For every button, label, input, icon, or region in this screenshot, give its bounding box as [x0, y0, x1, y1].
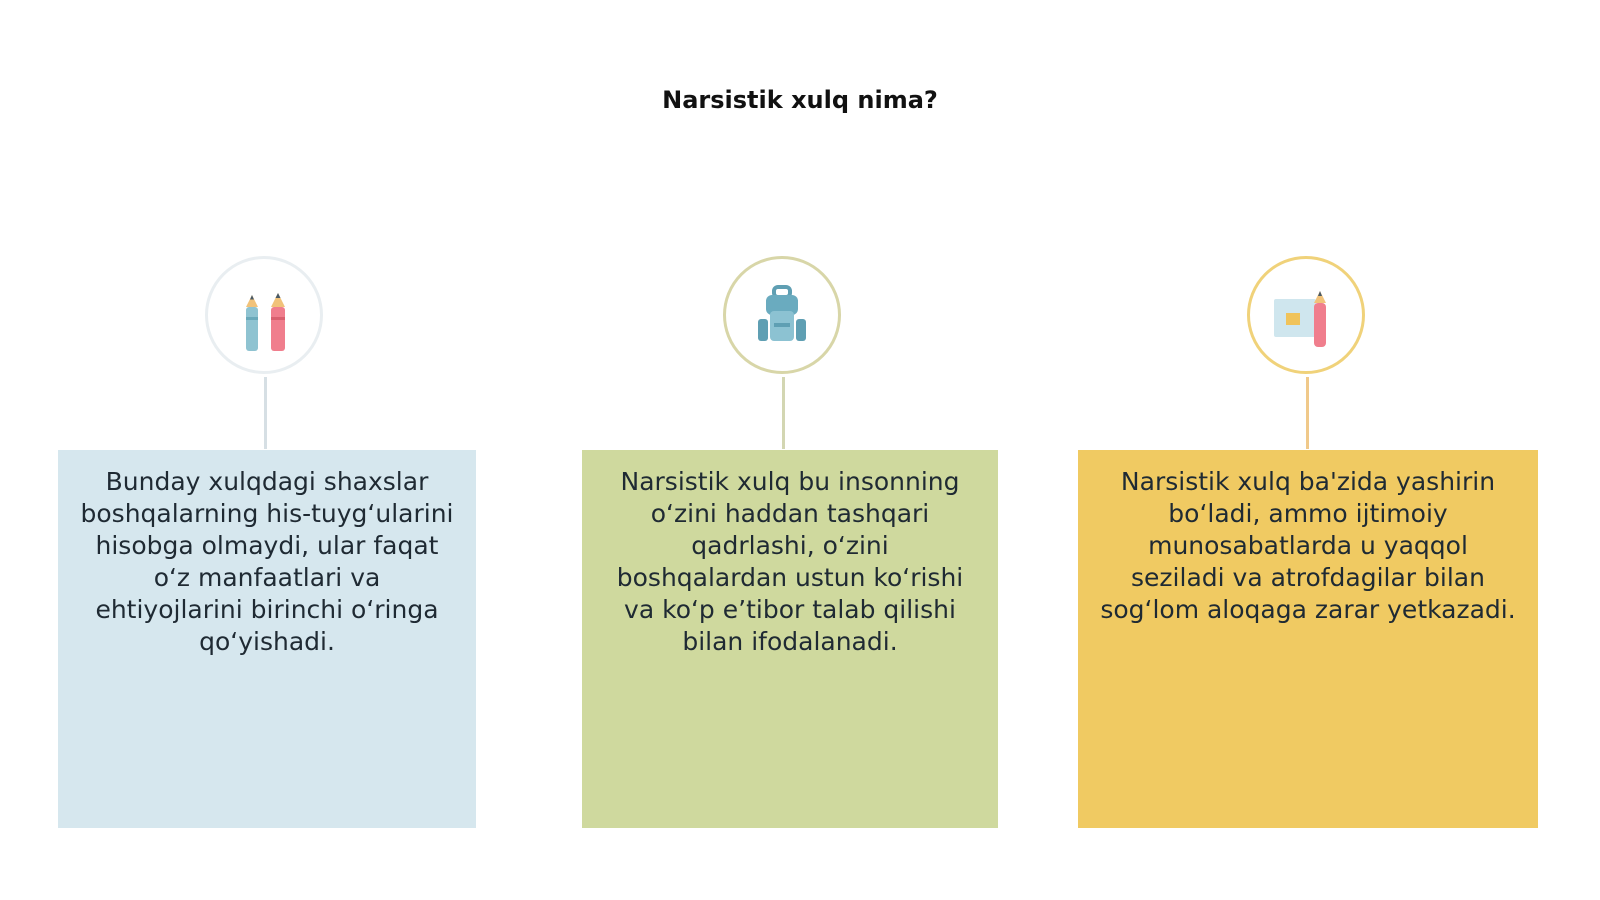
- drawing-pencil-icon: [1250, 259, 1362, 371]
- connector-line-1: [264, 377, 267, 449]
- pencils-icon: [208, 259, 320, 371]
- backpack-icon: [726, 259, 838, 371]
- icon-badge-1: [205, 256, 323, 374]
- slide-title: Narsistik xulq nima?: [662, 86, 938, 114]
- icon-badge-3: [1247, 256, 1365, 374]
- info-card-1: Bunday xulqdagi shaxslar boshqalarning his-tuyg‘ularini hisobga olmaydi, ular faqat o‘z manfaatlari va ehtiyojlarini birinchi o‘ringa qo‘yishadi.: [58, 450, 476, 828]
- info-card-3: Narsistik xulq ba'zida yashirin bo‘ladi, ammo ijtimoiy munosabatlarda u yaqqol seziladi va atrofdagilar bilan sog‘lom aloqaga zarar yetkazadi.: [1078, 450, 1538, 828]
- info-card-2: Narsistik xulq bu insonning o‘zini haddan tashqari qadrlashi, o‘zini boshqalardan ustun ko‘rishi va ko‘p e’tibor talab qilishi bilan ifodalanadi.: [582, 450, 998, 828]
- connector-line-3: [1306, 377, 1309, 449]
- icon-badge-2: [723, 256, 841, 374]
- connector-line-2: [782, 377, 785, 449]
